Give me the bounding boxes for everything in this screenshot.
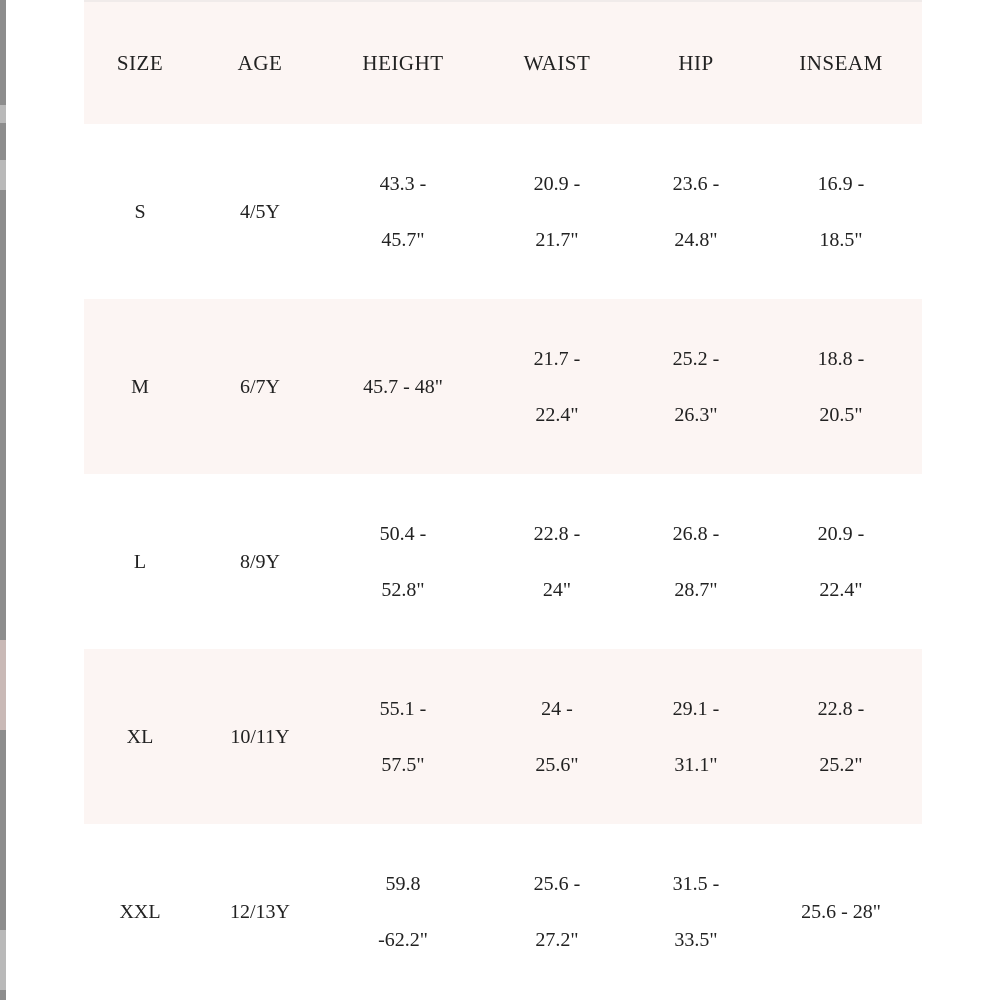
cell-waist-line: 27.2" bbox=[535, 929, 579, 951]
header-inseam: INSEAM bbox=[760, 1, 922, 124]
size-chart-table bbox=[84, 0, 922, 1000]
cell-hip-line: 31.1" bbox=[674, 753, 718, 776]
cell-inseam-line: 25.2" bbox=[819, 753, 863, 776]
cell-height bbox=[324, 124, 482, 299]
cell-inseam-line: 22.8 - bbox=[817, 697, 865, 720]
left-edge-mark bbox=[0, 930, 6, 990]
cell-hip-line: 29.1 - bbox=[672, 697, 720, 720]
cell-waist bbox=[482, 299, 632, 474]
table-row bbox=[84, 124, 922, 299]
cell-inseam-line: 20.9 - bbox=[817, 522, 865, 545]
cell-height-line: 50.4 - bbox=[379, 522, 427, 545]
table-row bbox=[84, 649, 922, 824]
size-chart-header bbox=[84, 1, 922, 124]
cell-hip-line: 26.3" bbox=[674, 403, 718, 426]
cell-inseam-line: 18.5" bbox=[819, 228, 863, 251]
cell-height-line: 45.7" bbox=[381, 228, 425, 251]
cell-hip bbox=[632, 299, 760, 474]
cell-height bbox=[324, 299, 482, 474]
header-hip: HIP bbox=[632, 1, 760, 124]
cell-inseam-line: 25.6 - 28" bbox=[801, 901, 881, 923]
cell-waist-line: 20.9 - bbox=[533, 172, 581, 195]
cell-inseam bbox=[760, 649, 922, 824]
header-waist: WAIST bbox=[482, 1, 632, 124]
cell-hip-line: 26.8 - bbox=[672, 522, 720, 545]
left-edge-mark bbox=[0, 160, 6, 190]
left-edge-mark bbox=[0, 105, 6, 123]
cell-height-line: 52.8" bbox=[381, 578, 425, 601]
cell-inseam bbox=[760, 824, 922, 1000]
left-edge-strip bbox=[0, 0, 6, 1000]
cell-waist-line: 22.8 - bbox=[533, 522, 581, 545]
table-row bbox=[84, 474, 922, 649]
cell-hip bbox=[632, 474, 760, 649]
cell-age: 12/13Y bbox=[230, 901, 290, 923]
cell-hip-line: 31.5 - bbox=[672, 873, 720, 895]
left-edge-mark bbox=[0, 640, 6, 730]
cell-size: S bbox=[134, 200, 146, 223]
cell-inseam-line: 18.8 - bbox=[817, 347, 865, 370]
cell-waist-line: 25.6" bbox=[535, 753, 579, 776]
cell-hip-line: 24.8" bbox=[674, 228, 718, 251]
cell-hip-line: 25.2 - bbox=[672, 347, 720, 370]
table-row bbox=[84, 824, 922, 1000]
cell-waist-line: 24" bbox=[542, 578, 572, 601]
size-chart-body bbox=[84, 124, 922, 1000]
cell-hip-line: 33.5" bbox=[674, 929, 718, 951]
header-row bbox=[84, 1, 922, 124]
cell-hip bbox=[632, 124, 760, 299]
cell-inseam bbox=[760, 474, 922, 649]
cell-age: 6/7Y bbox=[196, 299, 324, 474]
cell-hip bbox=[632, 824, 760, 1000]
cell-waist bbox=[482, 824, 632, 1000]
cell-waist bbox=[482, 474, 632, 649]
header-size: SIZE bbox=[84, 1, 196, 124]
cell-height bbox=[324, 474, 482, 649]
cell-waist-line: 24 - bbox=[541, 697, 573, 720]
cell-hip-line: 28.7" bbox=[674, 578, 718, 601]
table-row bbox=[84, 299, 922, 474]
cell-waist-line: 21.7 - bbox=[533, 347, 581, 370]
cell-hip-line: 23.6 - bbox=[672, 172, 720, 195]
cell-size: M bbox=[84, 299, 196, 474]
cell-age: 4/5Y bbox=[240, 200, 280, 223]
cell-waist-line: 21.7" bbox=[535, 228, 579, 251]
cell-age: 10/11Y bbox=[196, 649, 324, 824]
cell-inseam bbox=[760, 299, 922, 474]
cell-waist-line: 25.6 - bbox=[533, 873, 581, 895]
cell-height-line: 45.7 - 48" bbox=[363, 375, 443, 398]
cell-inseam bbox=[760, 124, 922, 299]
cell-height-line: 55.1 - bbox=[379, 697, 427, 720]
cell-height-line: -62.2" bbox=[378, 929, 428, 951]
cell-height bbox=[324, 824, 482, 1000]
cell-size: XXL bbox=[119, 901, 161, 923]
cell-age: 8/9Y bbox=[240, 550, 280, 573]
cell-hip bbox=[632, 649, 760, 824]
cell-size: XL bbox=[84, 649, 196, 824]
cell-height-line: 43.3 - bbox=[379, 172, 427, 195]
cell-waist bbox=[482, 649, 632, 824]
cell-height bbox=[324, 649, 482, 824]
cell-size: L bbox=[133, 550, 147, 573]
cell-inseam-line: 22.4" bbox=[819, 578, 863, 601]
cell-inseam-line: 20.5" bbox=[819, 403, 863, 426]
header-height: HEIGHT bbox=[324, 1, 482, 124]
cell-waist-line: 22.4" bbox=[535, 403, 579, 426]
cell-inseam-line: 16.9 - bbox=[817, 172, 865, 195]
cell-waist bbox=[482, 124, 632, 299]
header-age: AGE bbox=[196, 1, 324, 124]
cell-height-line: 57.5" bbox=[381, 753, 425, 776]
cell-height-line: 59.8 bbox=[385, 873, 421, 895]
